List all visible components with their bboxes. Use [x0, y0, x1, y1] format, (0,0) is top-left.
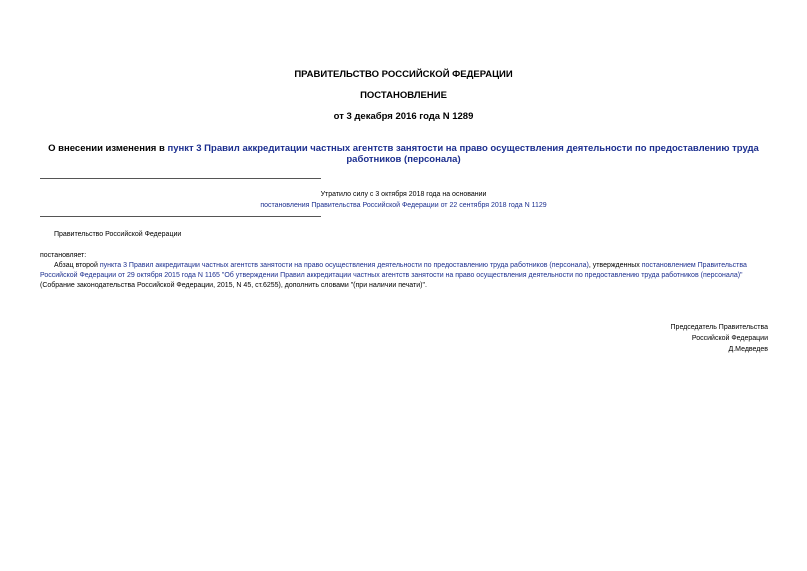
status-link-line — [0, 201, 807, 211]
paragraph-mid: , утвержденных — [588, 262, 642, 269]
signature-name: Д.Медведев — [728, 346, 768, 353]
main-paragraph — [40, 261, 768, 291]
paragraph-start: Абзац второй — [54, 262, 100, 269]
signature-title: Председатель Правительства — [670, 324, 768, 331]
date-number-heading: от 3 декабря 2016 года N 1289 — [333, 111, 474, 122]
signature-country: Российской Федерации — [691, 335, 768, 342]
decree-1165-link[interactable]: постановлением Правительства Российской Федерации от 29 октября 2015 года N 1165 "Об утверждении Правил аккредитации частных агентств занятости на право осуществления деятельности по предоставлению труда работников (персонала)" — [40, 262, 747, 279]
status-note: Утратило силу с 3 октября 2018 года на основании — [320, 191, 487, 198]
document-title — [40, 143, 767, 165]
document-type-heading: ПОСТАНОВЛЕНИЕ — [360, 90, 447, 101]
title-prefix: О внесении изменения в — [48, 143, 168, 154]
preamble-text: Правительство Российской Федерации — [54, 231, 182, 238]
rules-point-link[interactable]: пункта 3 Правил аккредитации частных агентств занятости на право осуществления деятельности по предоставлению труда работников (персонала) — [99, 262, 589, 269]
top-divider — [40, 178, 321, 179]
bottom-divider — [40, 216, 321, 217]
repeal-decree-link[interactable]: постановления Правительства Российской Федерации от 22 сентября 2018 года N 1129 — [260, 202, 547, 209]
government-heading: ПРАВИТЕЛЬСТВО РОССИЙСКОЙ ФЕДЕРАЦИИ — [294, 69, 513, 80]
decrees-text: постановляет: — [40, 252, 87, 259]
paragraph-end: (Собрание законодательства Российской Федерации, 2015, N 45, ст.6255), дополнить словами "(при наличии печати)". — [40, 282, 427, 289]
title-link[interactable]: пункт 3 Правил аккредитации частных агентств занятости на право осуществления деятельности по предоставлению труда работников (персонала) — [167, 143, 759, 165]
